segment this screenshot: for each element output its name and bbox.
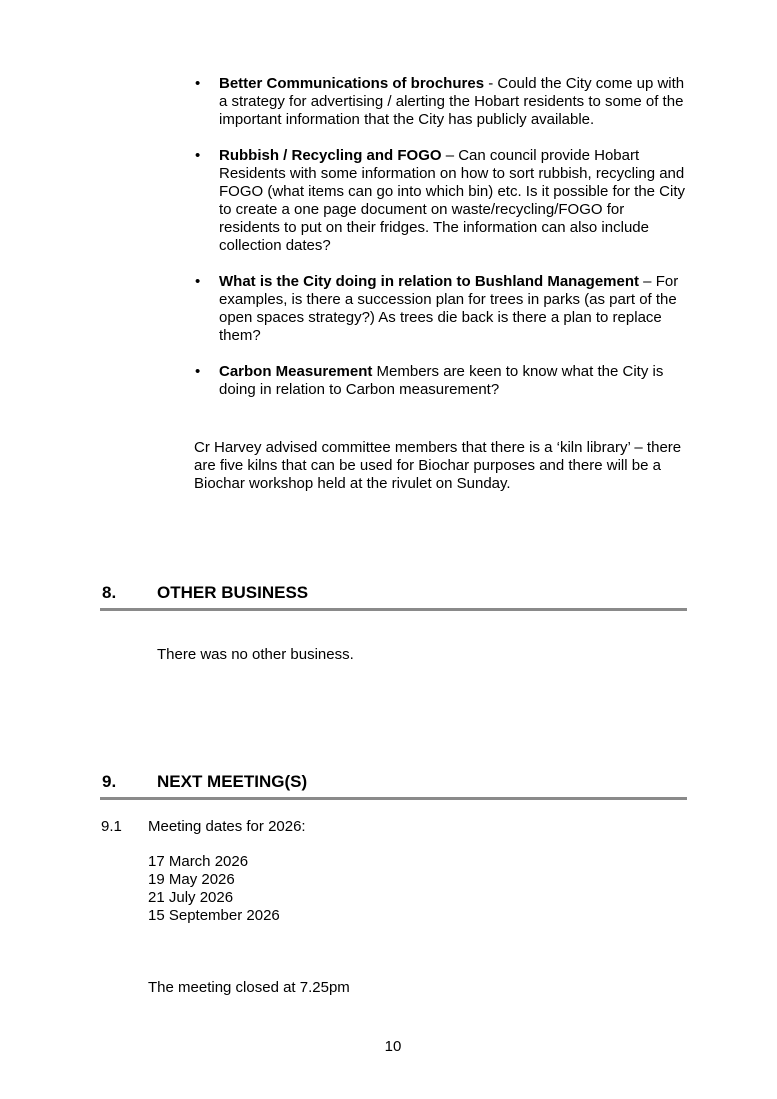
bullet-heading: Rubbish / Recycling and FOGO (219, 147, 442, 164)
bullet-text: – Can council provide Hobart Residents with some information on how to sort rubbish, recycling and FOGO (what items can go into which bin) etc. Is it possible for the City to create a one page document on waste/recycling/FOGO for residents to put on their fridges. The information can also include collection dates? (219, 147, 686, 254)
section-number: 9. (102, 772, 117, 791)
bullet-heading: Better Communications of brochures (219, 75, 485, 92)
bullet-item-bushland (193, 273, 688, 345)
page-number: 10 (384, 1038, 402, 1055)
section-title: OTHER BUSINESS (157, 583, 309, 602)
bullet-dot-icon: • (195, 273, 201, 290)
bullet-dot-icon: • (195, 147, 201, 164)
item-label: Meeting dates for 2026: (148, 818, 306, 835)
meeting-date: 21 July 2026 (148, 889, 234, 906)
meeting-closed-text: The meeting closed at 7.25pm (148, 979, 350, 996)
bullet-item-carbon (193, 363, 688, 399)
meeting-date: 19 May 2026 (148, 871, 235, 888)
item-number: 9.1 (101, 818, 122, 835)
bullet-dot-icon: • (195, 75, 201, 92)
section-title: NEXT MEETING(S) (157, 772, 308, 791)
bullet-heading: Carbon Measurement (219, 363, 373, 380)
discussion-bullet-list (193, 75, 688, 417)
meeting-date: 15 September 2026 (148, 907, 280, 924)
section-number: 8. (102, 583, 117, 602)
kiln-library-paragraph: Cr Harvey advised committee members that there is a ‘kiln library’ – there are five kilns that can be used for Biochar purposes and there will be a Biochar workshop held at the rivulet on Sunday. (194, 439, 682, 492)
bullet-item-fogo (193, 147, 688, 255)
section-heading-next-meetings (100, 773, 687, 800)
bullet-text: Members are keen to know what the City is doing in relation to Carbon measurement? (219, 363, 664, 398)
section-heading-other-business (100, 584, 687, 611)
other-business-text: There was no other business. (157, 646, 354, 663)
bullet-text: – For examples, is there a succession plan for trees in parks (as part of the open spaces strategy?) As trees die back is there a plan to replace them? (219, 273, 679, 344)
meeting-date: 17 March 2026 (148, 853, 249, 870)
bullet-dot-icon: • (195, 363, 201, 380)
bullet-item-brochures (193, 75, 688, 129)
bullet-text: - Could the City come up with a strategy for advertising / alerting the Hobart residents to some of the important information that the City has publicly available. (219, 75, 685, 128)
meeting-dates-list (148, 853, 280, 925)
bullet-heading: What is the City doing in relation to Bushland Management (219, 273, 640, 290)
